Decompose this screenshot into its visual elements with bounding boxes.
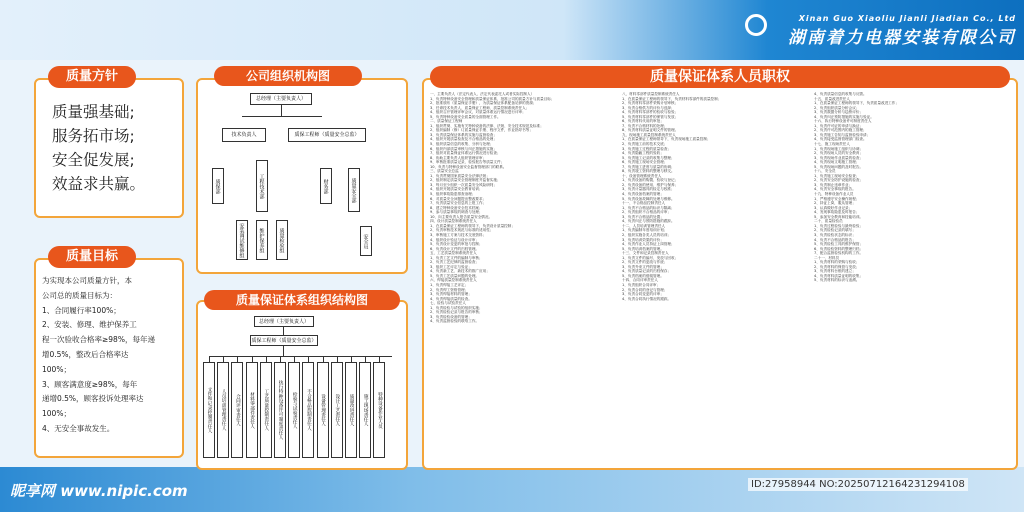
qa-org-title: 质量保证体系组织结构图 [204,290,400,310]
qa-role-box: 人员培训管理责任人 [217,362,229,458]
qa-role-box: 工艺质量控制责任人 [260,362,272,458]
org-tech-box: 技术负责人 [222,128,266,142]
goal-line: 递增0.5%，顾客投诉处理率达 [42,394,144,404]
company-name-cn: 湖南着力电器安装有限公司 [788,28,1016,48]
qa-role-box: 施工现场责任人 [359,362,371,458]
company-name [788,14,1016,48]
qa-role-box: 执行特种设备许可制度责任人 [274,362,286,458]
qa-role-box: 设备管理责任人 [317,362,329,458]
goal-line: 为实现本公司质量方针，本 [42,276,132,285]
duties-col-1: 一、主要负责人（法定代表人、法定代表委托人或者实际控制人） 1、负责特种设备安全管理和质量保证体系，批准公司的质量方针与质量目标； 2、批准颁布《质量保证手册》，为质量保证体系配备足够的资源； 3、任命技术负责人、质量保证工程师、质量控制系统责任人； 4、组织召开管理评审会议，对质量体系运行情况进行评审； 5、负责特种设备安全质量的全面管理工作。 二、质量保证工程师 1、组织贯彻、实施有关特种设备的法律、法规、安全技术规范及标准； 2、组织编制（修）订质量保证手册、程序文件，作业指导书等； 3、负责质量保证体系的实施与监督检查； 4、组织开展质量检查及不合格品的处理； 5、组织质量信息的收集、分析与处理； 6、组织内部质量审核与纠正措施的实施； 7、组织对质量保证体系运行情况进行检查； 8、协助主要负责人组织管理评审； 9、审核批准质量记录、检验报告等质量文件； 10、负责与特种设备安全监督管理部门的联系。 三、质量安全总监 1、负责贯彻国家质量安全法律法规； 2、组织制定质量安全管理制度并监督实施； 3、每月至少组织一次质量安全风险研判； 4、组织开展质量安全教育培训； 5、组织事故隐患排查治理； 6、对质量安全问题提出整改要求； 7、负责质量安全信息的上报工作； 8、建立特种设备安全技术档案； 9、参与质量事故的调查与处理； 10、向主要负责人报告质量安全情况。 四、设计质量控制系统责任人 1、在质量保证工程师的领导下，负责设计质量控制； 2、负责审核技术规范与标准的适用性； 3、审核施工方案与技术交底资料； 4、组织设计验证与设计评审； 5、负责设计变更的审批与控制； 6、负责设计文件的归档管理。 五、工艺质量控制系统责任人 1、负责工艺文件的编制与审核； 2、负责工艺纪律的监督检查； 3、组织工艺评定与验证； 4、负责新工艺、新技术的推广应用； 5、负责工艺质量问题的处理。 六、焊接质量控制系统责任人 1、负责焊接工艺评定； 2、负责焊工资格管理； 3、负责焊接材料的管理； 4、负责焊接质量的检查。 七、检验与试验责任人 1、负责检验与试验的组织实施； 2、负责检验记录与报告的审核； 3、负责检验设备的管理； 4、负责监督检验的联络工作。 [430,92,555,324]
org-finance-dept: 财务部 [320,168,332,204]
goal-line: 4、无安全事故发生。 [42,423,115,433]
goal-line: 程一次验收合格率≥98%，每年递 [42,335,155,345]
policy-line: 安全促发展; [52,151,135,169]
qa-role-box: 特种设备作业人员 [373,362,385,458]
qa-role-box: 检验与试验责任人 [288,362,300,458]
org-eng-dept: 工程技术部 [256,160,268,212]
goal-line: 公司总的质量目标为： [42,290,117,300]
watermark-brand: 昵享网 www.nipic.com [10,482,188,500]
org-maint-group: 维护保养组 [256,220,268,260]
org-inspect-group: 质量检验组 [276,220,288,260]
qa-role-box: 文件和记录控制责任人 [203,362,215,458]
policy-line: 质量强基础; [52,103,135,121]
goal-line: 1、合同履行率100%； [42,305,121,315]
qa-qe-box: 质保工程师（质量安全总监） [250,335,318,346]
org-safety-officer: 安全员 [360,226,372,256]
org-title: 公司组织机构图 [214,66,362,86]
org-connector [242,116,322,117]
org-qa-dept: 质保部 [212,168,224,204]
qa-role-box: 不合格品控制责任人 [302,362,314,458]
company-name-en: Xinan Guo Xiaoliu Jianli Jiadian Co., Ltd [798,14,1016,23]
policy-lines [52,100,145,196]
qa-gm-box: 总经理（主要负责人） [254,316,314,327]
policy-line: 效益求共赢。 [52,175,146,193]
goals-title: 质量目标 [48,246,136,268]
duties-col-3: 4、负责质量信息的收集与反馈。 十五、质量改进责任人 1、在质量保证工程师的领导下，负责质量改进工作； 2、负责组织质量分析会议； 3、负责数据分析与趋势评价； 4、负责纠正预防措施的实施与验证。 十六、执行特种设备许可制度责任人 1、负责许可证的申请与换证； 2、负责许可范围内的施工管理； 3、负责施工告知与监督检验申请； 4、负责接受监督管理部门检查。 十七、施工现场责任人 1、负责现场施工组织与协调； 2、负责现场人员的安全教育； 3、负责现场作业质量的检查； 4、负责现场文明施工管理； 5、负责现场问题的及时报告。 十八、安全员 1、负责施工现场安全检查； 2、负责安全防护设施的检查； 3、负责制止违章作业； 4、负责安全事故的报告。 十九、特种设备作业人员 1、严格遵守安全操作规程； 2、持证上岗，服从管理； 3、认真做好作业记录； 4、发现事故隐患及时报告； 5、参加安全教育和技能培训。 二十、质量检验员 1、负责过程检验与最终检验； 2、负责检验记录的填写； 3、负责检验状态的标识； 4、负责不合格品的报告； 5、负责检验工具的维护保管； 6、负责检验资料的整理归档； 7、配合监督检验机构的工作。 二十一、材料员 1、负责材料的采购与验收； 2、负责材料的保管与发放； 3、负责材料台账的建立； 4、负责材料质量证明的收集； 5、负责材料的标识与追溯。 [814,92,899,283]
org-install-group: 安装调试维修组 [236,220,248,260]
qa-connector [283,327,284,335]
duties-col-2: 八、材料零部件质量控制系统责任人 1、在质量保证工程师的领导下，负责材料零部件的质量控制； 2、负责材料零部件采购计划审核； 3、负责合格供方的评价与选择； 4、负责材料零部件的验收与检验； 5、负责材料零部件的保管与发放； 6、负责材料代用的审批； 7、负责不合格材料的处理； 8、负责材料质量证明文件的管理。 九、现场施工质量控制系统责任人 1、在质量保证工程师领导下，负责现场施工质量控制； 2、负责施工前的技术交底； 3、负责施工过程的质量检查； 4、负责隐蔽工程的验收； 5、负责施工记录的收集与整理； 6、负责施工现场安全管理； 7、负责施工进度与质量的协调； 8、负责竣工资料的整理与移交。 十、设备管理系统责任人 1、负责设备的购置、验收与登记； 2、负责设备的使用、维护与保养； 3、负责计量器具的检定与校准； 4、负责设备档案的管理； 5、负责设备故障的处理与维修。 十一、不合格品控制责任人 1、负责不合格品的标识与隔离； 2、负责组织不合格品的评审； 3、负责不合格品的处置； 4、负责纠正与预防措施的跟踪。 十二、人员培训管理责任人 1、负责编制年度培训计划； 2、组织实施各类人员的培训； 3、负责培训效果的评价； 4、负责作业人员持证上岗管理； 5、负责培训档案的管理。 十三、文件和记录控制责任人 1、负责文件的编号、发放与回收； 2、负责文件的更改与作废； 3、负责外来文件的管理； 4、负责质量记录的归档保存； 5、负责档案的借阅管理。 十四、合同评审责任人 1、负责组织合同评审； 2、负责合同的登记与管理； 3、负责合同变更的评审； 4、负责合同执行情况的跟踪。 [622,92,722,301]
goal-line: 100%； [42,409,71,419]
qa-role-box: 质量改进责任人 [345,362,357,458]
duties-title: 质量保证体系人员职权 [430,66,1010,88]
org-safety-dept: 质量安全部 [348,168,360,212]
goal-line: 3、顾客满意度≥98%，每年 [42,379,138,389]
org-panel [196,78,408,274]
org-qe-box: 质保工程师（质量安全总监） [288,128,366,142]
policy-line: 服务拓市场; [52,127,135,145]
watermark-id: ID:27958944 NO:20250712164231294108 [748,478,968,491]
org-gm-box: 总经理（主要负责人） [250,93,312,105]
qa-connector [283,346,284,356]
qa-role-box: 合同评审责任人 [231,362,243,458]
policy-title: 质量方针 [48,66,136,88]
goal-line: 2、安装、修理、维护保养工 [42,320,137,330]
goals-lines [42,274,155,437]
qa-role-box: 材料零部件责任人 [246,362,258,458]
qa-role-box: 设计工艺责任人 [331,362,343,458]
goal-line: 100%； [42,364,71,374]
goal-line: 增0.5%，整改后合格率达 [42,349,129,359]
org-connector [281,105,282,116]
company-logo [745,14,767,36]
